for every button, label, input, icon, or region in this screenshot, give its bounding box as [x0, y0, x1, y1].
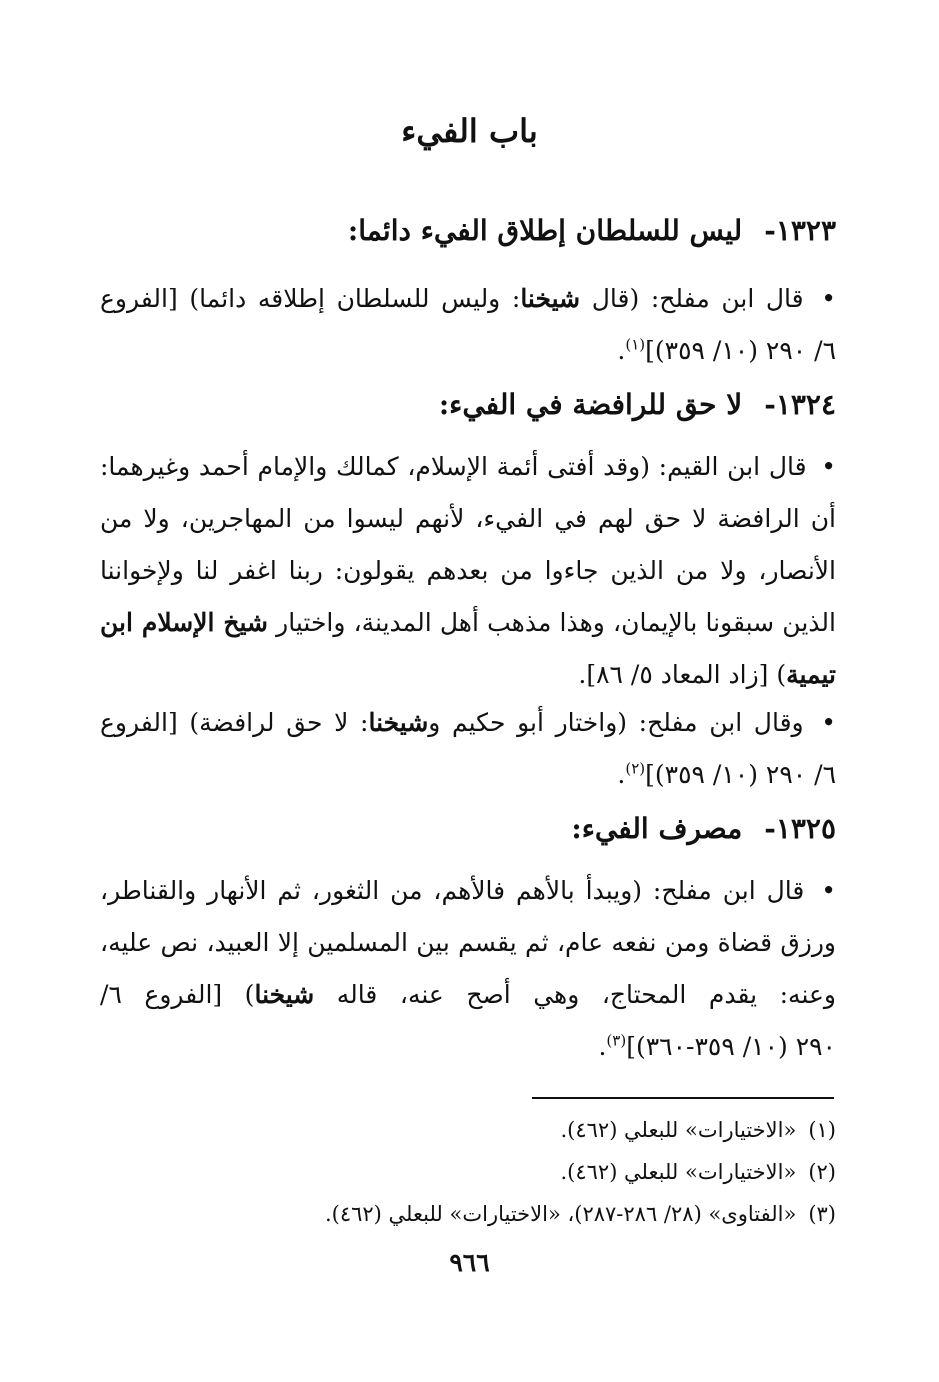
page-number: ٩٦٦: [449, 1248, 490, 1277]
bold-text: شيخ الإسلام ابن تيمية: [100, 608, 836, 689]
paragraph: [100, 865, 836, 1073]
bullet: •: [821, 284, 836, 313]
section-heading-1324: [100, 388, 836, 421]
footnote-text: «الفتاوى» (٢٨/ ٢٨٦-٢٨٧)، «الاختيارات» للبعلي (٤٦٢).: [324, 1202, 797, 1226]
paragraph-text: قال ابن القيم: (وقد أفتى أئمة الإسلام، كمالك والإمام أحمد وغيرهما: أن الرافضة لا حق لهم في الفيء، لأنهم ليسوا من المهاجرين، ولا من الأنصار، ولا من الذين جاءوا من بعدهم يقولون: ربنا اغفر لنا ولإخواننا الذين سبقونا بالإيمان، وهذا مذهب أهل المدينة، واختيار: [100, 452, 836, 637]
paragraph: [100, 273, 836, 377]
footnote-marker[interactable]: (١): [625, 335, 646, 354]
paragraph-text: وقال ابن مفلح: (واختار أبو حكيم و: [428, 708, 804, 737]
footnote-text: «الاختيارات» للبعلي (٤٦٢).: [560, 1160, 797, 1184]
footnote-marker[interactable]: (٣): [606, 1031, 627, 1050]
paragraph: [100, 441, 836, 701]
paragraph-text: قال ابن مفلح: (قال: [580, 284, 804, 313]
paragraph-text: قال ابن مفلح: (ويبدأ بالأهم فالأهم، من الثغور، ثم الأنهار والقناطر، ورزق قضاة ومن نفعه عام، ثم يقسم بين المسلمين إلا العبيد، نص عليه، وعنه: يقدم المحتاج، وهي أصح عنه، قاله: [100, 876, 836, 1009]
section-heading-1323: [100, 214, 836, 247]
paragraph-end: .: [617, 760, 626, 789]
paragraph-text-cont: ) [الفروع ٦/: [100, 980, 255, 1009]
footnote: [200, 1160, 836, 1184]
paragraph-text-cont: : وليس للسلطان إطلاقه دائما) [الفروع: [100, 284, 521, 313]
footnote-marker[interactable]: (٢): [625, 759, 646, 778]
section-title: مصرف الفيء:: [571, 812, 743, 845]
source-reference: ٦/ ٢٩٠ (١٠/ ٣٥٩)]: [645, 760, 836, 789]
bold-text: شيخنا: [368, 708, 429, 737]
bullet: •: [821, 876, 836, 905]
footnote-text: «الاختيارات» للبعلي (٤٦٢).: [560, 1118, 797, 1142]
chapter-title: باب الفيء: [401, 112, 538, 150]
section-title: لا حق للرافضة في الفيء:: [438, 388, 743, 421]
footnote: [200, 1202, 836, 1226]
paragraph-end: .: [617, 336, 626, 365]
footnote-number: (٢): [808, 1160, 836, 1184]
bullet: •: [821, 708, 836, 737]
footnote-number: (١): [808, 1118, 836, 1142]
paragraph-text-cont: : لا حق لرافضة) [الفروع: [100, 708, 369, 737]
source-reference: ٢٩٠ (١٠/ ٣٥٩-٣٦٠)]: [626, 1032, 836, 1061]
section-number: ١٣٢٥-: [764, 812, 836, 845]
source-reference: ٦/ ٢٩٠ (١٠/ ٣٥٩)]: [645, 336, 836, 365]
section-title: ليس للسلطان إطلاق الفيء دائما:: [347, 214, 743, 247]
bold-text: شيخنا: [520, 284, 581, 313]
paragraph-end: .: [598, 1032, 607, 1061]
footnote-number: (٣): [808, 1202, 836, 1226]
footnote-divider: [532, 1097, 834, 1099]
section-number: ١٣٢٣-: [764, 214, 836, 247]
paragraph-text-cont: ) [زاد المعاد ٥/ ٨٦].: [578, 660, 787, 689]
paragraph: [100, 697, 836, 801]
section-number: ١٣٢٤-: [764, 388, 836, 421]
section-heading-1325: [100, 812, 836, 845]
bold-text: شيخنا: [254, 980, 315, 1009]
footnote: [200, 1118, 836, 1142]
bullet: •: [821, 452, 836, 481]
